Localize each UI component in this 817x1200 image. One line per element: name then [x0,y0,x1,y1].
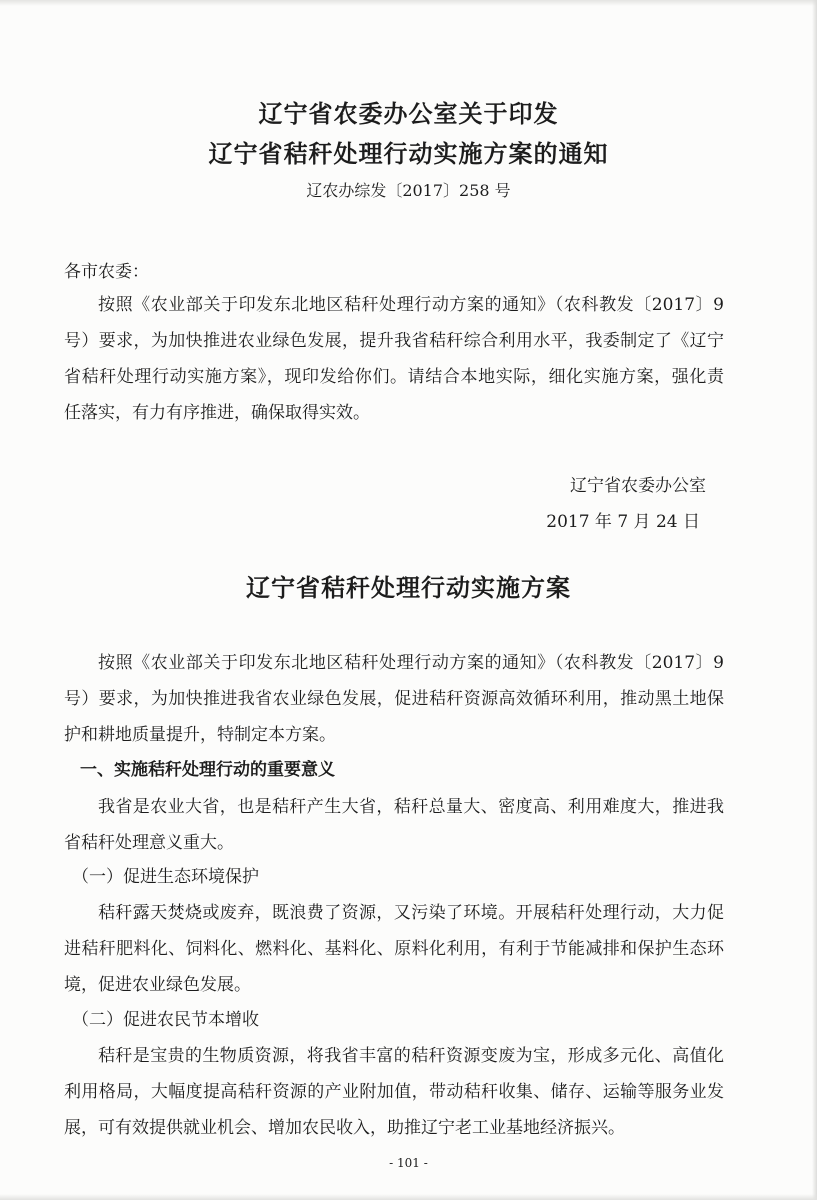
plan-intro-line: 护和耕地质量提升，特制定本方案。 [64,725,336,745]
notice-body-line: 号）要求，为加快推进农业绿色发展，提升我省秸秆综合利用水平，我委制定了《辽宁 [64,331,724,351]
subsection-heading: （二）促进农民节本增收 [72,1010,259,1030]
subsection-body-line: 进秸秆肥料化、饲料化、燃料化、基料化、原料化利用，有利于节能减排和保护生态环 [64,939,724,959]
section-body-line: 省秸秆处理意义重大。 [64,833,234,853]
subsection-body-line: 秸秆是宝贵的生物质资源，将我省丰富的秸秆资源变废为宝，形成多元化、高值化 [98,1046,724,1066]
page-number: - 101 - [389,1156,428,1170]
document-number: 辽农办综发〔2017〕258 号 [306,181,511,200]
scan-shadow-top [0,0,817,6]
plan-intro-line: 号）要求，为加快推进我省农业绿色发展，促进秸秆资源高效循环利用，推动黑土地保 [64,689,724,709]
scan-shadow-bottom [0,1194,817,1200]
plan-intro-line: 按照《农业部关于印发东北地区秸秆处理行动方案的通知》（农科教发〔2017〕9 [98,653,724,673]
subsection-body-line: 境，促进农业绿色发展。 [64,975,251,995]
notice-title-line1: 辽宁省农委办公室关于印发 [258,99,559,128]
subsection-body-line: 展，可有效提供就业机会、增加农民收入，助推辽宁老工业基地经济振兴。 [64,1118,625,1138]
section-heading: 一、实施秸秆处理行动的重要意义 [80,760,335,780]
notice-body-line: 任落实，有力有序推进，确保取得实效。 [64,403,370,423]
salutation: 各市农委： [64,262,149,282]
notice-body-line: 按照《农业部关于印发东北地区秸秆处理行动方案的通知》（农科教发〔2017〕9 [98,295,724,315]
subsection-heading: （一）促进生态环境保护 [72,867,259,887]
subsection-body-line: 秸秆露天焚烧或废弃，既浪费了资源，又污染了环境。开展秸秆处理行动，大力促 [98,903,724,923]
subsection-body-line: 利用格局，大幅度提高秸秆资源的产业附加值，带动秸秆收集、储存、运输等服务业发 [64,1082,724,1102]
signature: 辽宁省农委办公室 [570,476,706,496]
section-body-line: 我省是农业大省，也是秸秆产生大省，秸秆总量大、密度高、利用难度大，推进我 [98,797,724,817]
plan-title: 辽宁省秸秆处理行动实施方案 [246,573,571,602]
signature-date: 2017 年 7 月 24 日 [546,512,700,532]
notice-body-line: 省秸秆处理行动实施方案》，现印发给你们。请结合本地实际，细化实施方案，强化责 [64,367,724,387]
notice-title-line2: 辽宁省秸秆处理行动实施方案的通知 [208,139,609,168]
